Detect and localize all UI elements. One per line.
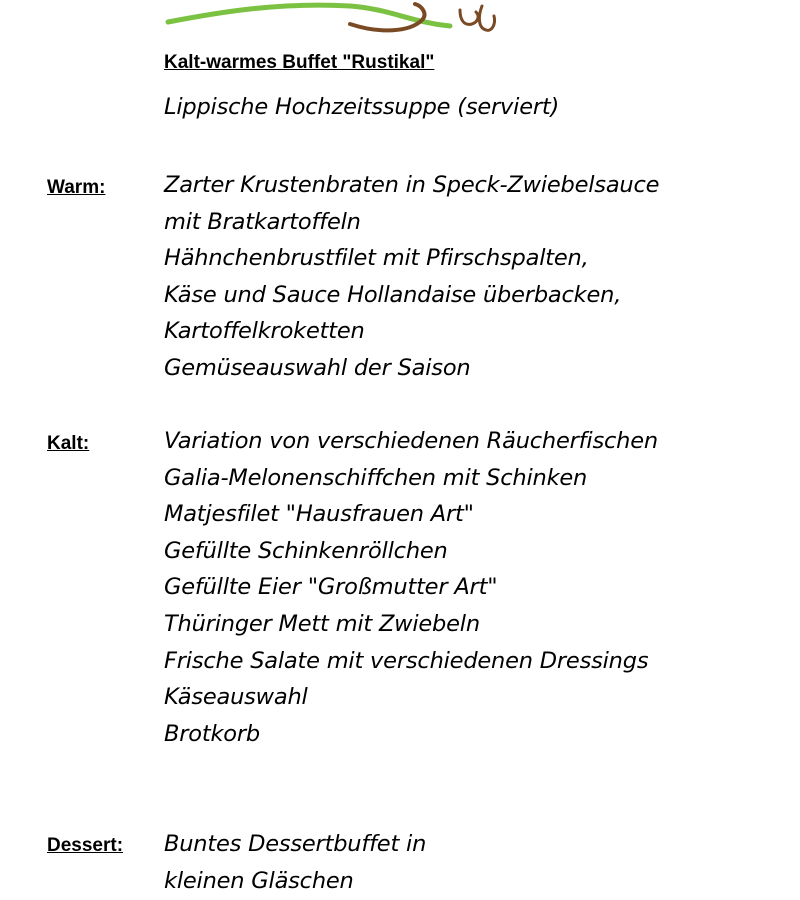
warm-items-list <box>164 167 659 387</box>
list-item: Buntes Dessertbuffet in <box>164 831 427 857</box>
buffet-title: Kalt-warmes Buffet "Rustikal" <box>164 52 435 73</box>
kalt-items-list <box>164 423 658 752</box>
list-item: Gefüllte Eier "Großmutter Art" <box>164 574 498 601</box>
warm-section-label: Warm: <box>47 177 106 198</box>
dessert-section-label: Dessert: <box>47 835 124 856</box>
list-item: Frische Salate mit verschiedenen Dressings <box>164 647 649 674</box>
list-item: Variation von verschiedenen Räucherfischen <box>164 428 658 454</box>
list-item: Galia-Melonenschiffchen mit Schinken <box>164 464 588 491</box>
kalt-section-label: Kalt: <box>47 433 90 454</box>
list-item: Thüringer Mett mit Zwiebeln <box>164 610 480 637</box>
list-item: Zarter Krustenbraten in Speck-Zwiebelsauce <box>164 172 660 198</box>
list-item: kleinen Gläschen <box>164 867 354 894</box>
list-item: Käseauswahl <box>164 684 308 711</box>
dessert-items-list <box>164 826 426 899</box>
soup-course: Lippische Hochzeitssuppe (serviert) <box>164 94 560 120</box>
list-item: Brotkorb <box>164 720 261 747</box>
list-item: Hähnchenbrustfilet mit Pfirschspalten, <box>164 245 589 272</box>
list-item: Gemüseauswahl der Saison <box>164 354 471 381</box>
list-item: Matjesfilet "Hausfrauen Art" <box>164 501 474 528</box>
list-item: Käse und Sauce Hollandaise überbacken, <box>164 281 622 308</box>
swoosh-logo-icon <box>160 0 520 40</box>
list-item: Kartoffelkroketten <box>164 318 365 345</box>
list-item: Gefüllte Schinkenröllchen <box>164 537 448 564</box>
list-item: mit Bratkartoffeln <box>164 208 361 235</box>
